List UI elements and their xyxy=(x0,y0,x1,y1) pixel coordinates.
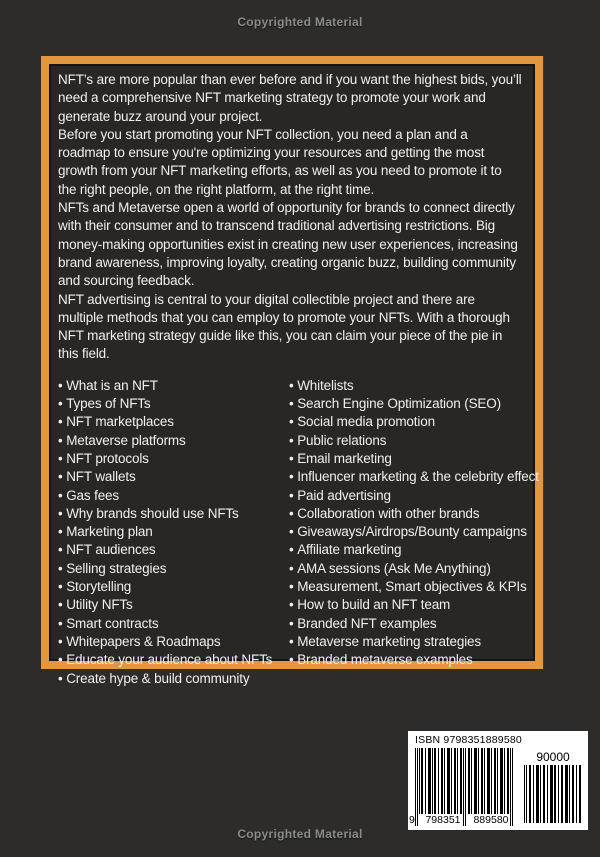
topic-item: • Create hype & build community xyxy=(58,670,289,688)
topic-item: • Collaboration with other brands xyxy=(289,505,539,523)
topic-item: • Educate your audience about NFTs xyxy=(58,651,289,669)
ean-digit-group-2: 889580 xyxy=(473,814,509,826)
topic-item: • Giveaways/Airdrops/Bounty campaigns xyxy=(289,523,539,541)
topic-item: • Social media promotion xyxy=(289,413,539,431)
topic-item: • Influencer marketing & the celebrity effect xyxy=(289,468,539,486)
topic-item: • Public relations xyxy=(289,432,539,450)
blurb-paragraph-4: NFT advertising is central to your digital collectible project and there are multiple methods that you can employ to promote your NFTs. With a thorough NFT marketing strategy guide like this, you can claim your piece of the pie in this field. xyxy=(58,291,510,362)
topic-item: • Types of NFTs xyxy=(58,395,289,413)
topic-item: • Metaverse platforms xyxy=(58,432,289,450)
barcode-panel xyxy=(408,731,588,830)
back-cover-content xyxy=(49,64,539,686)
blurb-paragraph-2: Before you start promoting your NFT collection, you need a plan and a roadmap to ensure you're optimizing your resources and getting the most growth from your NFT marketing efforts, as well as you need to promote it to the right people, on the right platform, at the right time. xyxy=(58,126,502,197)
price-code: 90000 xyxy=(536,750,570,764)
topics-lists xyxy=(58,377,539,688)
topic-item: • NFT audiences xyxy=(58,541,289,559)
topic-item: • Marketing plan xyxy=(58,523,289,541)
topic-item: • NFT marketplaces xyxy=(58,413,289,431)
topic-item: • Affiliate marketing xyxy=(289,541,539,559)
topic-item: • AMA sessions (Ask Me Anything) xyxy=(289,560,539,578)
topic-item: • Search Engine Optimization (SEO) xyxy=(289,395,539,413)
blurb-paragraph-1: NFT’s are more popular than ever before and if you want the highest bids, you’ll need a comprehensive NFT marketing strategy to promote your work and generate buzz around your project. xyxy=(58,72,522,124)
topic-item: • What is an NFT xyxy=(58,377,289,395)
topic-item: • Storytelling xyxy=(58,578,289,596)
ean-barcode xyxy=(409,748,514,826)
isbn-label: ISBN 9798351889580 xyxy=(415,734,522,746)
topics-column-right xyxy=(289,377,539,688)
topic-item: • Metaverse marketing strategies xyxy=(289,633,539,651)
topic-item: • NFT wallets xyxy=(58,468,289,486)
blurb-text xyxy=(58,71,523,364)
topic-item: • Utility NFTs xyxy=(58,596,289,614)
topic-item: • Email marketing xyxy=(289,450,539,468)
copyright-notice-bottom: Copyrighted Material xyxy=(237,827,363,841)
topics-column-left xyxy=(58,377,289,688)
blurb-paragraph-3: NFTs and Metaverse open a world of opportunity for brands to connect directly with their consumer and to transcend traditional advertising restrictions. Big money-making opportunities exist in creating new user experiences, increasing brand awareness, improving loyalty, creating organic buzz, building community and sourcing feedback. xyxy=(58,200,518,289)
copyright-notice-top: Copyrighted Material xyxy=(237,15,363,29)
topic-item: • Branded metaverse examples xyxy=(289,651,539,669)
price-supplement-barcode xyxy=(524,751,582,823)
topic-item: • Whitelists xyxy=(289,377,539,395)
topic-item: • NFT protocols xyxy=(58,450,289,468)
topic-item: • Why brands should use NFTs xyxy=(58,505,289,523)
topic-item: • Smart contracts xyxy=(58,615,289,633)
topic-item: • Selling strategies xyxy=(58,560,289,578)
topic-item: • How to build an NFT team xyxy=(289,596,539,614)
back-cover-frame xyxy=(41,56,543,686)
topic-item: • Whitepapers & Roadmaps xyxy=(58,633,289,651)
ean-digit-lead: 9 xyxy=(409,814,415,826)
ean-digit-group-1: 798351 xyxy=(425,814,461,826)
topic-item: • Gas fees xyxy=(58,487,289,505)
topic-item: • Paid advertising xyxy=(289,487,539,505)
topic-item: • Measurement, Smart objectives & KPIs xyxy=(289,578,539,596)
topic-item: • Branded NFT examples xyxy=(289,615,539,633)
ean-digits xyxy=(409,814,515,826)
supplement-barcode-bars xyxy=(524,765,582,823)
